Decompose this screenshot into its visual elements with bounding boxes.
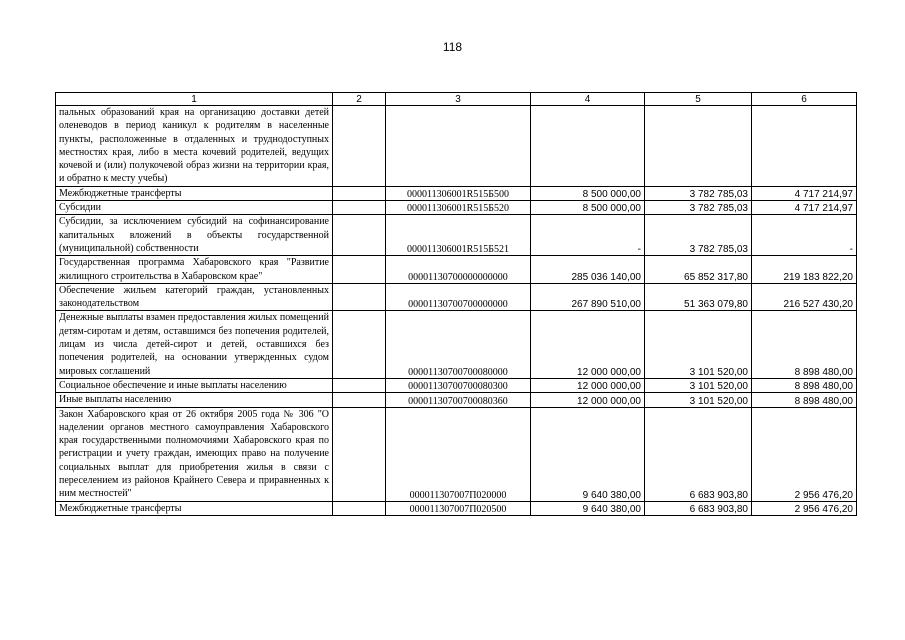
- row-code: 000011306001R515Б520: [386, 201, 531, 215]
- table-row: [56, 393, 857, 407]
- row-code: 00001130700700080360: [386, 393, 531, 407]
- table-row: [56, 378, 857, 392]
- row-code: 000011306001R515Б521: [386, 215, 531, 256]
- table-row: [56, 407, 857, 501]
- column-header-6: 6: [752, 93, 857, 106]
- table-row: [56, 256, 857, 284]
- table-row: [56, 201, 857, 215]
- table-row: [56, 501, 857, 515]
- row-name: Социальное обеспечение и иные выплаты населению: [56, 378, 333, 392]
- row-approved: 12 000 000,00: [531, 311, 645, 378]
- column-header-1: 1: [56, 93, 333, 106]
- row-remaining: -: [752, 215, 857, 256]
- row-remaining: 2 956 476,20: [752, 501, 857, 515]
- row-col2: [333, 393, 386, 407]
- row-col2: [333, 186, 386, 200]
- row-executed: 6 683 903,80: [645, 407, 752, 501]
- row-name: Денежные выплаты взамен предоставления жилых помещений детям-сиротам и детям, оставшимся без попечения родителей, лицам из числа детей-сирот и детей, оставшихся без попечения родителей, на основании утвержденных судом мировых соглашений: [56, 311, 333, 378]
- row-executed: 3 101 520,00: [645, 393, 752, 407]
- page-number: 118: [442, 40, 463, 54]
- row-col2: [333, 106, 386, 187]
- row-remaining: 4 717 214,97: [752, 186, 857, 200]
- row-code: 00001130700700000000: [386, 283, 531, 311]
- row-col2: [333, 378, 386, 392]
- column-header-3: 3: [386, 93, 531, 106]
- row-executed: 51 363 079,80: [645, 283, 752, 311]
- row-approved: 8 500 000,00: [531, 201, 645, 215]
- row-approved: 8 500 000,00: [531, 186, 645, 200]
- row-col2: [333, 283, 386, 311]
- row-remaining: 2 956 476,20: [752, 407, 857, 501]
- table-header-row: [56, 93, 857, 106]
- row-executed: 65 852 317,80: [645, 256, 752, 284]
- row-approved: 12 000 000,00: [531, 393, 645, 407]
- table-row: [56, 186, 857, 200]
- table-row: [56, 215, 857, 256]
- row-name: Межбюджетные трансферты: [56, 186, 333, 200]
- row-remaining: 216 527 430,20: [752, 283, 857, 311]
- row-executed: 3 101 520,00: [645, 311, 752, 378]
- row-approved: -: [531, 215, 645, 256]
- row-col2: [333, 407, 386, 501]
- row-executed: 3 782 785,03: [645, 215, 752, 256]
- table-row: [56, 311, 857, 378]
- row-name: Закон Хабаровского края от 26 октября 2005 года № 306 "О наделении органов местного самоуправления Хабаровского края государственными полномочиями Хабаровского края по регистрации и учету граждан, имеющих право на получение социальных выплат для приобретения жилья в связи с переселением из районов Крайнего Севера и приравненных к ним местностей": [56, 407, 333, 501]
- row-name: пальных образований края на организацию доставки детей оленеводов в период каникул к родителям в населенные пункты, расположенные в отдаленных и труднодоступных местностях края, либо в места кочевий родителей, ведущих кочевой и (или) полукочевой образ жизни на территории края, и обратно к месту учебы): [56, 106, 333, 187]
- row-code: [386, 106, 531, 187]
- row-name: Государственная программа Хабаровского края "Развитие жилищного строительства в Хабаровском крае": [56, 256, 333, 284]
- row-name: Межбюджетные трансферты: [56, 501, 333, 515]
- row-remaining: 8 898 480,00: [752, 393, 857, 407]
- row-col2: [333, 201, 386, 215]
- row-code: 00001130700700080300: [386, 378, 531, 392]
- row-executed: [645, 106, 752, 187]
- row-remaining: 8 898 480,00: [752, 378, 857, 392]
- row-remaining: [752, 106, 857, 187]
- row-name: Обеспечение жильем категорий граждан, установленных законодательством: [56, 283, 333, 311]
- row-code: 000011306001R515Б500: [386, 186, 531, 200]
- table-row: [56, 106, 857, 187]
- row-code: 000011307007П020500: [386, 501, 531, 515]
- row-code: 00001130700700080000: [386, 311, 531, 378]
- table-row: [56, 283, 857, 311]
- row-approved: [531, 106, 645, 187]
- column-header-4: 4: [531, 93, 645, 106]
- row-name: Субсидии, за исключением субсидий на софинансирование капитальных вложений в объекты государственной (муниципальной) собственности: [56, 215, 333, 256]
- row-col2: [333, 215, 386, 256]
- row-remaining: 219 183 822,20: [752, 256, 857, 284]
- row-remaining: 4 717 214,97: [752, 201, 857, 215]
- row-remaining: 8 898 480,00: [752, 311, 857, 378]
- row-name: Иные выплаты населению: [56, 393, 333, 407]
- row-code: 000011307007П020000: [386, 407, 531, 501]
- row-approved: 12 000 000,00: [531, 378, 645, 392]
- row-approved: 267 890 510,00: [531, 283, 645, 311]
- row-approved: 9 640 380,00: [531, 407, 645, 501]
- row-executed: 3 101 520,00: [645, 378, 752, 392]
- row-executed: 6 683 903,80: [645, 501, 752, 515]
- row-name: Субсидии: [56, 201, 333, 215]
- column-header-5: 5: [645, 93, 752, 106]
- row-executed: 3 782 785,03: [645, 186, 752, 200]
- column-header-2: 2: [333, 93, 386, 106]
- row-approved: 285 036 140,00: [531, 256, 645, 284]
- row-approved: 9 640 380,00: [531, 501, 645, 515]
- row-executed: 3 782 785,03: [645, 201, 752, 215]
- row-col2: [333, 501, 386, 515]
- row-col2: [333, 311, 386, 378]
- row-code: 00001130700000000000: [386, 256, 531, 284]
- budget-table: [55, 92, 857, 516]
- row-col2: [333, 256, 386, 284]
